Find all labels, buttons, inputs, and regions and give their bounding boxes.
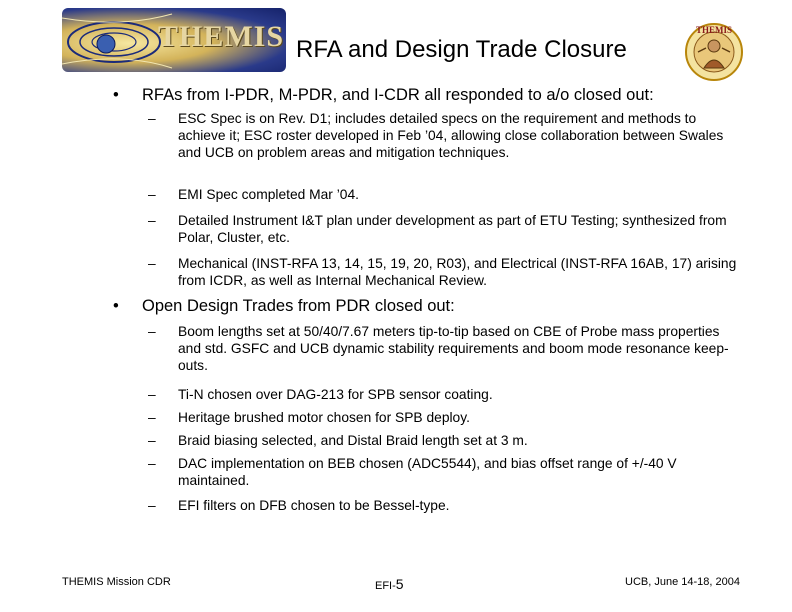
dash-icon: – bbox=[148, 433, 156, 448]
list-item-text: DAC implementation on BEB chosen (ADC5544), and bias offset range of +/-40 V maintained. bbox=[178, 456, 677, 488]
list-item-text: EFI filters on DFB chosen to be Bessel-type. bbox=[178, 498, 450, 513]
list-item-text: Boom lengths set at 50/40/7.67 meters tip-to-tip based on CBE of Probe mass properties and std. GSFC and UCB dynamic stability requirements and boom mode resonance keep-outs. bbox=[178, 324, 729, 373]
themis-logo bbox=[62, 8, 286, 72]
dash-icon: – bbox=[148, 410, 156, 425]
dash-icon: – bbox=[148, 387, 156, 402]
dash-icon: – bbox=[148, 456, 156, 471]
list-item-text: Ti-N chosen over DAG-213 for SPB sensor coating. bbox=[178, 387, 493, 402]
mission-badge bbox=[684, 22, 744, 82]
section-2-text: Open Design Trades from PDR closed out: bbox=[142, 297, 455, 315]
section-1-text: RFAs from I-PDR, M-PDR, and I-CDR all responded to a/o closed out: bbox=[142, 86, 654, 104]
footer-right: UCB, June 14-18, 2004 bbox=[625, 576, 740, 588]
page-prefix: EFI- bbox=[375, 580, 396, 592]
list-item-text: EMI Spec completed Mar ’04. bbox=[178, 187, 359, 202]
logo-text: THEMIS bbox=[158, 20, 285, 53]
list-item-text: Braid biasing selected, and Distal Braid length set at 3 m. bbox=[178, 433, 528, 448]
page-number-value: 5 bbox=[395, 576, 404, 592]
dash-icon: – bbox=[148, 256, 156, 271]
badge-text: THEMIS bbox=[695, 25, 733, 35]
dash-icon: – bbox=[148, 187, 156, 202]
list-item-text: Detailed Instrument I&T plan under development as part of ETU Testing; synthesized from Polar, Cluster, etc. bbox=[178, 213, 727, 245]
dash-icon: – bbox=[148, 324, 156, 339]
list-item-text: Heritage brushed motor chosen for SPB deploy. bbox=[178, 410, 470, 425]
bullet-icon: • bbox=[113, 86, 119, 104]
dash-icon: – bbox=[148, 111, 156, 126]
dash-icon: – bbox=[148, 498, 156, 513]
dash-icon: – bbox=[148, 213, 156, 228]
bullet-icon: • bbox=[113, 297, 119, 315]
list-item-text: Mechanical (INST-RFA 13, 14, 15, 19, 20, R03), and Electrical (INST-RFA 16AB, 17) arising from ICDR, as well as Internal Mechanical Review. bbox=[178, 256, 737, 288]
footer-left: THEMIS Mission CDR bbox=[62, 576, 171, 588]
page-title: RFA and Design Trade Closure bbox=[296, 36, 627, 63]
list-item-text: ESC Spec is on Rev. D1; includes detailed specs on the requirement and methods to achieve it; ESC roster developed in Feb ’04, allowing close collaboration between Swales and UCB on problem areas and mitigation techniques. bbox=[178, 111, 724, 160]
page-number bbox=[375, 576, 404, 592]
